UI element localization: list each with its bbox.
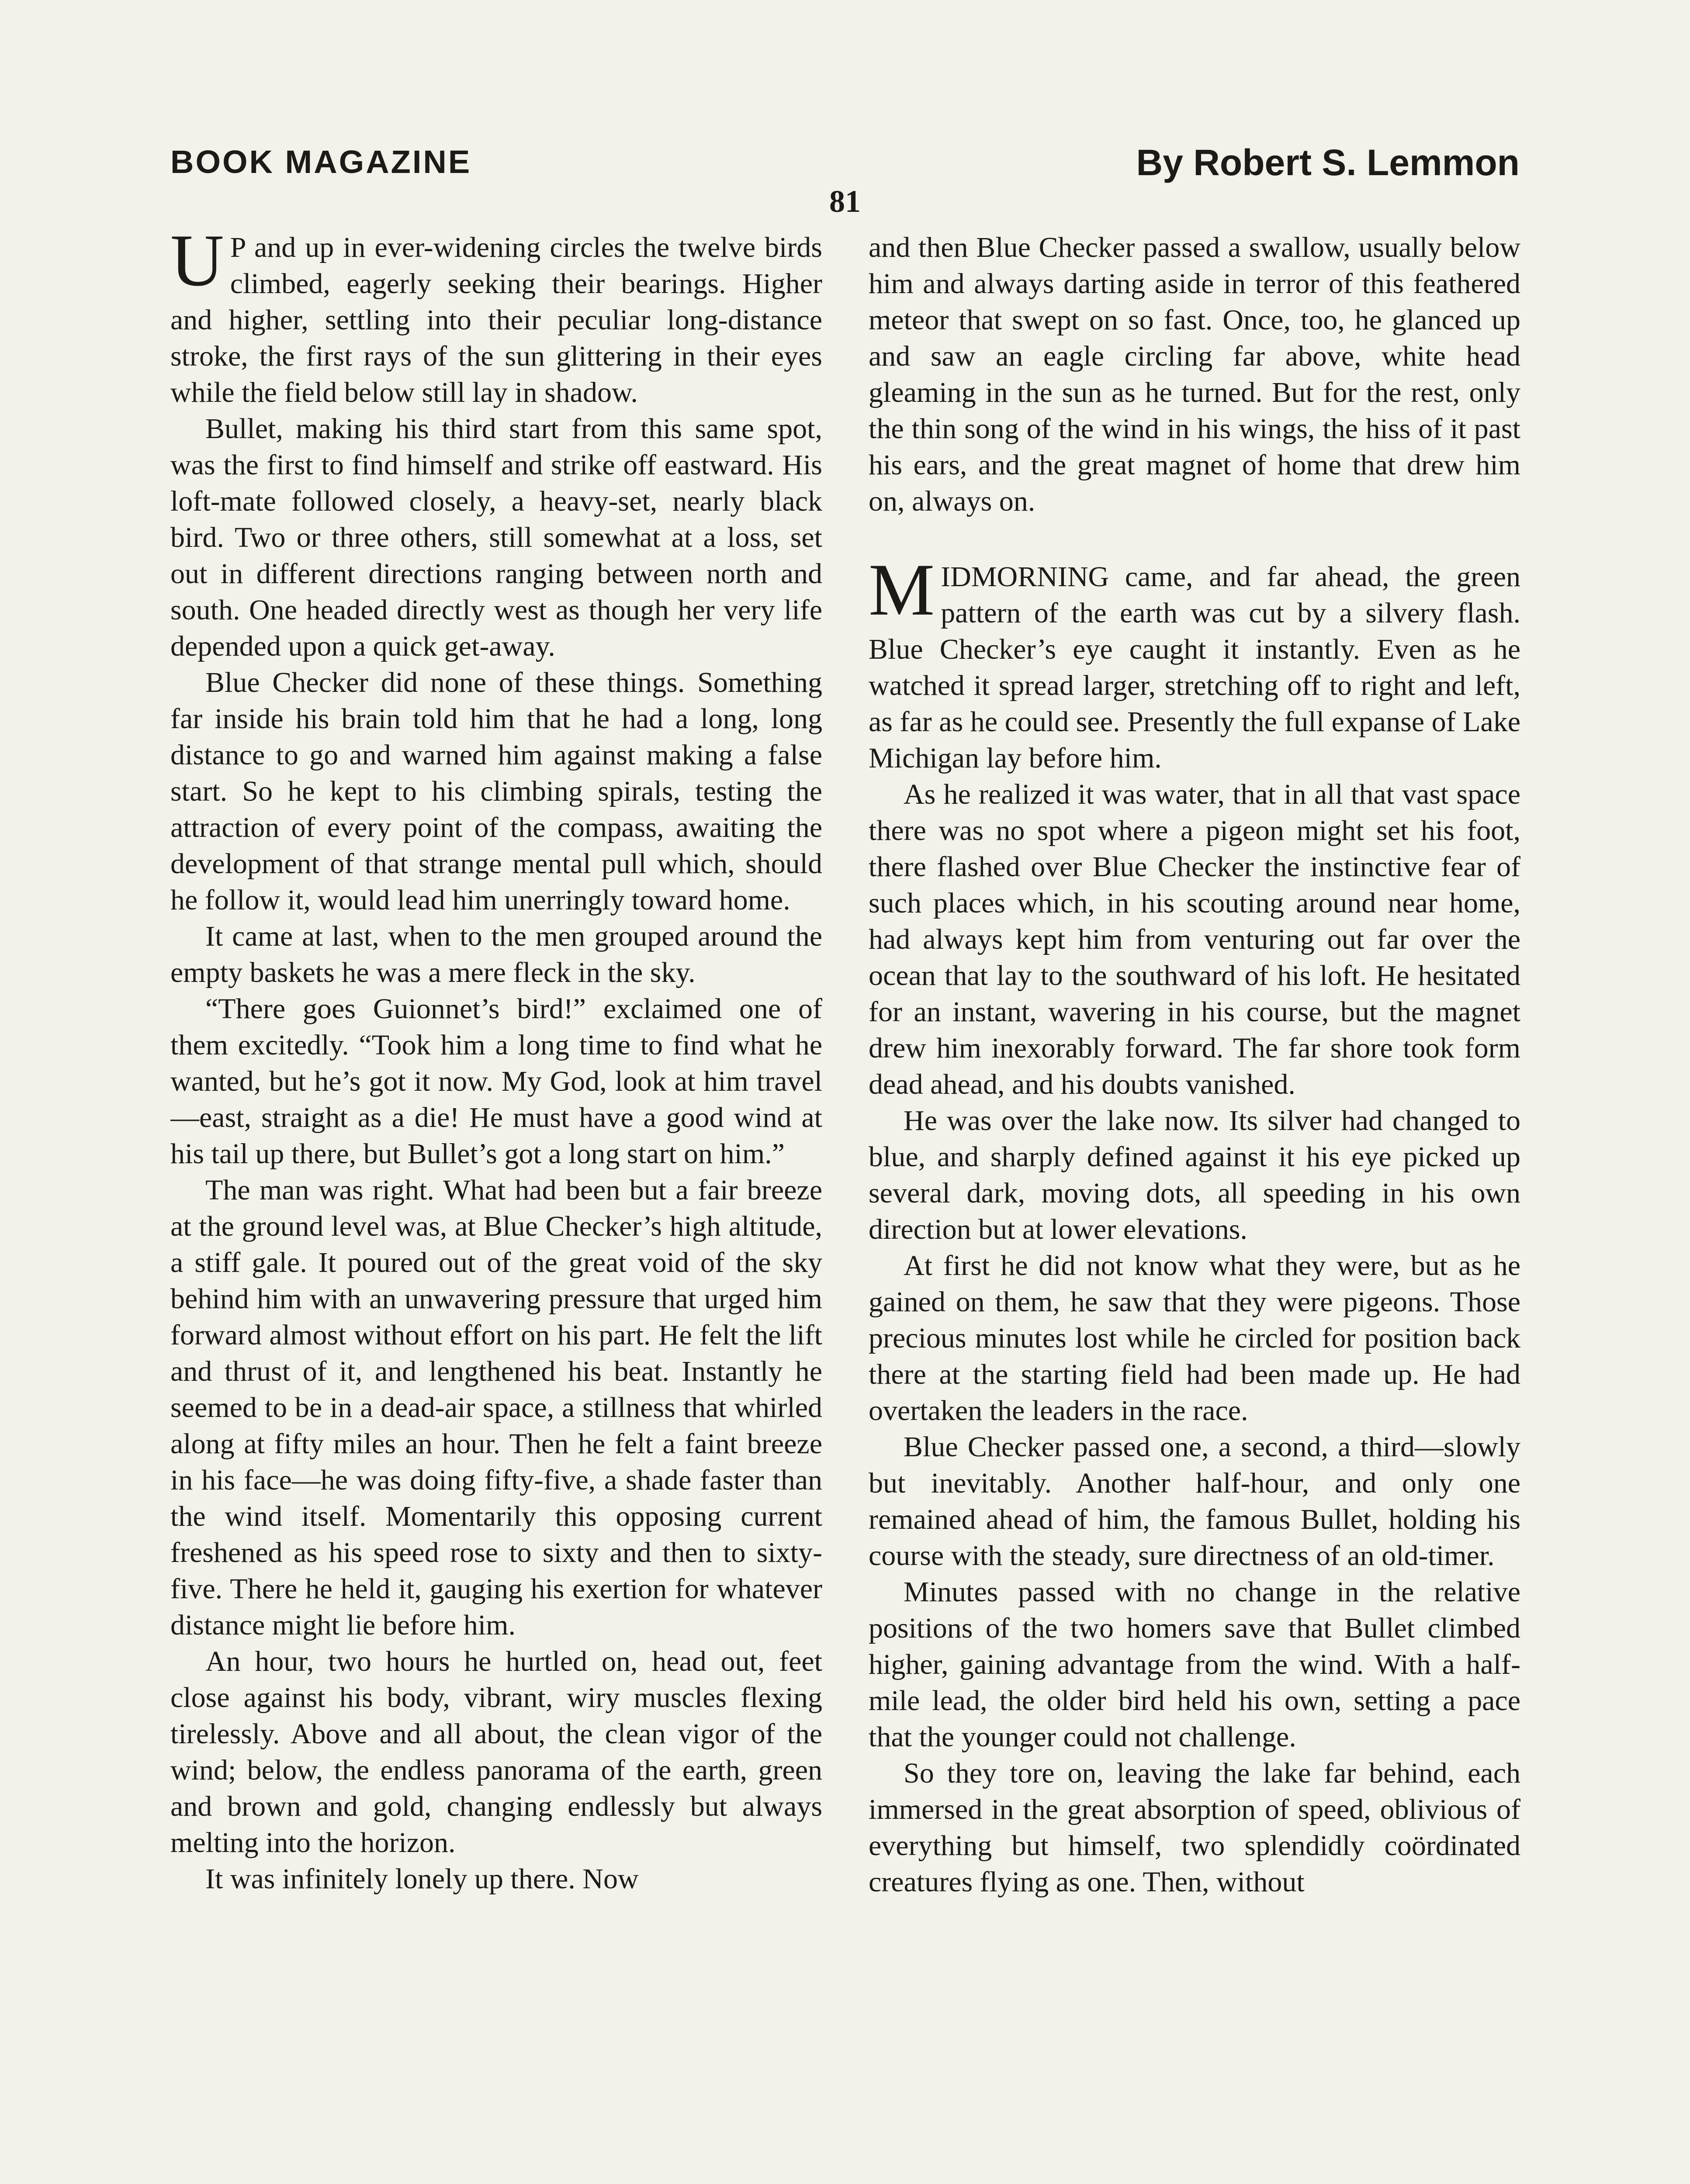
paragraph: Blue Checker did none of these things. Something far inside his brain told him that he had a long, long distance to go and warned him against making a false start. So he kept to his climbing spirals, testing the attraction of every point of the compass, awaiting the development of that strange mental pull which, should he follow it, would lead him unerringly toward home. bbox=[170, 667, 822, 916]
paragraph: The man was right. What had been but a fair breeze at the ground level was, at Blue Checker’s high altitude, a stiff gale. It poured out of the great void of the sky behind him with an unwavering pressure that urged him forward almost without effort on his part. He felt the lift and thrust of it, and lengthened his beat. Instantly he seemed to be in a dead-air space, a stillness that whirled along at fifty miles an hour. Then he felt a faint breeze in his face—he was doing fifty-five, a shade faster than the wind itself. Momentarily this opposing current freshened as his speed rose to sixty and then to sixty-five. There he held it, gauging his exertion for whatever distance might lie before him. bbox=[170, 1174, 822, 1641]
article-body bbox=[170, 229, 1520, 2184]
paragraph-text: P and up in ever-widening circles the twelve birds climbed, eagerly seeking their bearings. Higher and higher, settling into their peculiar long-distance stroke, the first rays of the sun glittering in their eyes while the field below still lay in shadow. bbox=[170, 232, 822, 408]
paragraph: An hour, two hours he hurtled on, head out, feet close against his body, vibrant, wiry muscles flexing tirelessly. Above and all about, the clean vigor of the wind; below, the endless panorama of the earth, green and brown and gold, changing endlessly but always melting into the horizon. bbox=[170, 1645, 822, 1859]
paragraph bbox=[869, 549, 1520, 776]
paragraph: Blue Checker passed one, a second, a third—slowly but inevitably. Another half-hour, and only one remained ahead of him, the famous Bullet, holding his course with the steady, sure directness of an old-timer. bbox=[869, 1431, 1520, 1572]
paragraph bbox=[170, 229, 822, 411]
paragraph: It came at last, when to the men grouped around the empty baskets he was a mere fleck in the sky. bbox=[170, 920, 822, 988]
paragraph: He was over the lake now. Its silver had changed to blue, and sharply defined against it his eye picked up several dark, moving dots, all speeding in his own direction but at lower elevations. bbox=[869, 1105, 1520, 1245]
paragraph: Minutes passed with no change in the relative positions of the two homers save that Bullet climbed higher, gaining advantage from the wind. With a half-mile lead, the older bird held his own, setting a pace that the younger could not challenge. bbox=[869, 1576, 1520, 1753]
paragraph: and then Blue Checker passed a swallow, usually below him and always darting aside in terror of this feathered meteor that swept on so fast. Once, too, he glanced up and saw an eagle circling far above, white head gleaming in the sun as he turned. But for the rest, only the thin song of the wind in his wings, the hiss of it past his ears, and the great magnet of home that drew him on, always on. bbox=[869, 232, 1520, 517]
left-column bbox=[170, 229, 822, 2184]
paragraph: “There goes Guionnet’s bird!” exclaimed one of them excitedly. “Took him a long time to find what he wanted, but he’s got it now. My God, look at him travel—east, straight as a die! He must have a good wind at his tail up there, but Bullet’s got a long start on him.” bbox=[170, 993, 822, 1170]
right-column bbox=[869, 229, 1520, 2184]
paragraph: So they tore on, leaving the lake far behind, each immersed in the great absorption of speed, oblivious of everything but himself, two splendidly coördinated creatures flying as one. Then, without bbox=[869, 1757, 1520, 1898]
paragraph-text: IDMORNING came, and far ahead, the green pattern of the earth was cut by a silvery flash. Blue Checker’s eye caught it instantly. Even as he watched it spread larger, stretching off to right and left, as far as he could see. Presently the full expanse of Lake Michigan lay before him. bbox=[869, 561, 1520, 774]
magazine-title: BOOK MAGAZINE bbox=[170, 144, 472, 180]
paragraph: It was infinitely lonely up there. Now bbox=[205, 1863, 639, 1895]
paragraph: As he realized it was water, that in all that vast space there was no spot where a pigeon might set his foot, there flashed over Blue Checker the instinctive fear of such places which, in his scouting around near home, had always kept him from venturing out far over the ocean that lay to the southward of his loft. He hesitated for an instant, wavering in his course, but the magnet drew him inexorably forward. The far shore took form dead ahead, and his doubts vanished. bbox=[869, 778, 1520, 1100]
page-number: 81 bbox=[829, 184, 861, 219]
paragraph: Bullet, making his third start from this same spot, was the first to find himself and strike off eastward. His loft-mate followed closely, a heavy-set, nearly black bird. Two or three others, still somewhat at a loss, set out in different directions ranging between north and south. One headed directly west as though her very life depended upon a quick get-away. bbox=[170, 413, 822, 662]
drop-cap: M bbox=[869, 549, 935, 631]
paragraph: At first he did not know what they were, but as he gained on them, he saw that they were pigeons. Those precious minutes lost while he circled for position back there at the starting field had been made up. He had overtaken the leaders in the race. bbox=[869, 1250, 1520, 1427]
drop-cap: U bbox=[170, 229, 224, 301]
author-byline: By Robert S. Lemmon bbox=[1136, 142, 1520, 183]
